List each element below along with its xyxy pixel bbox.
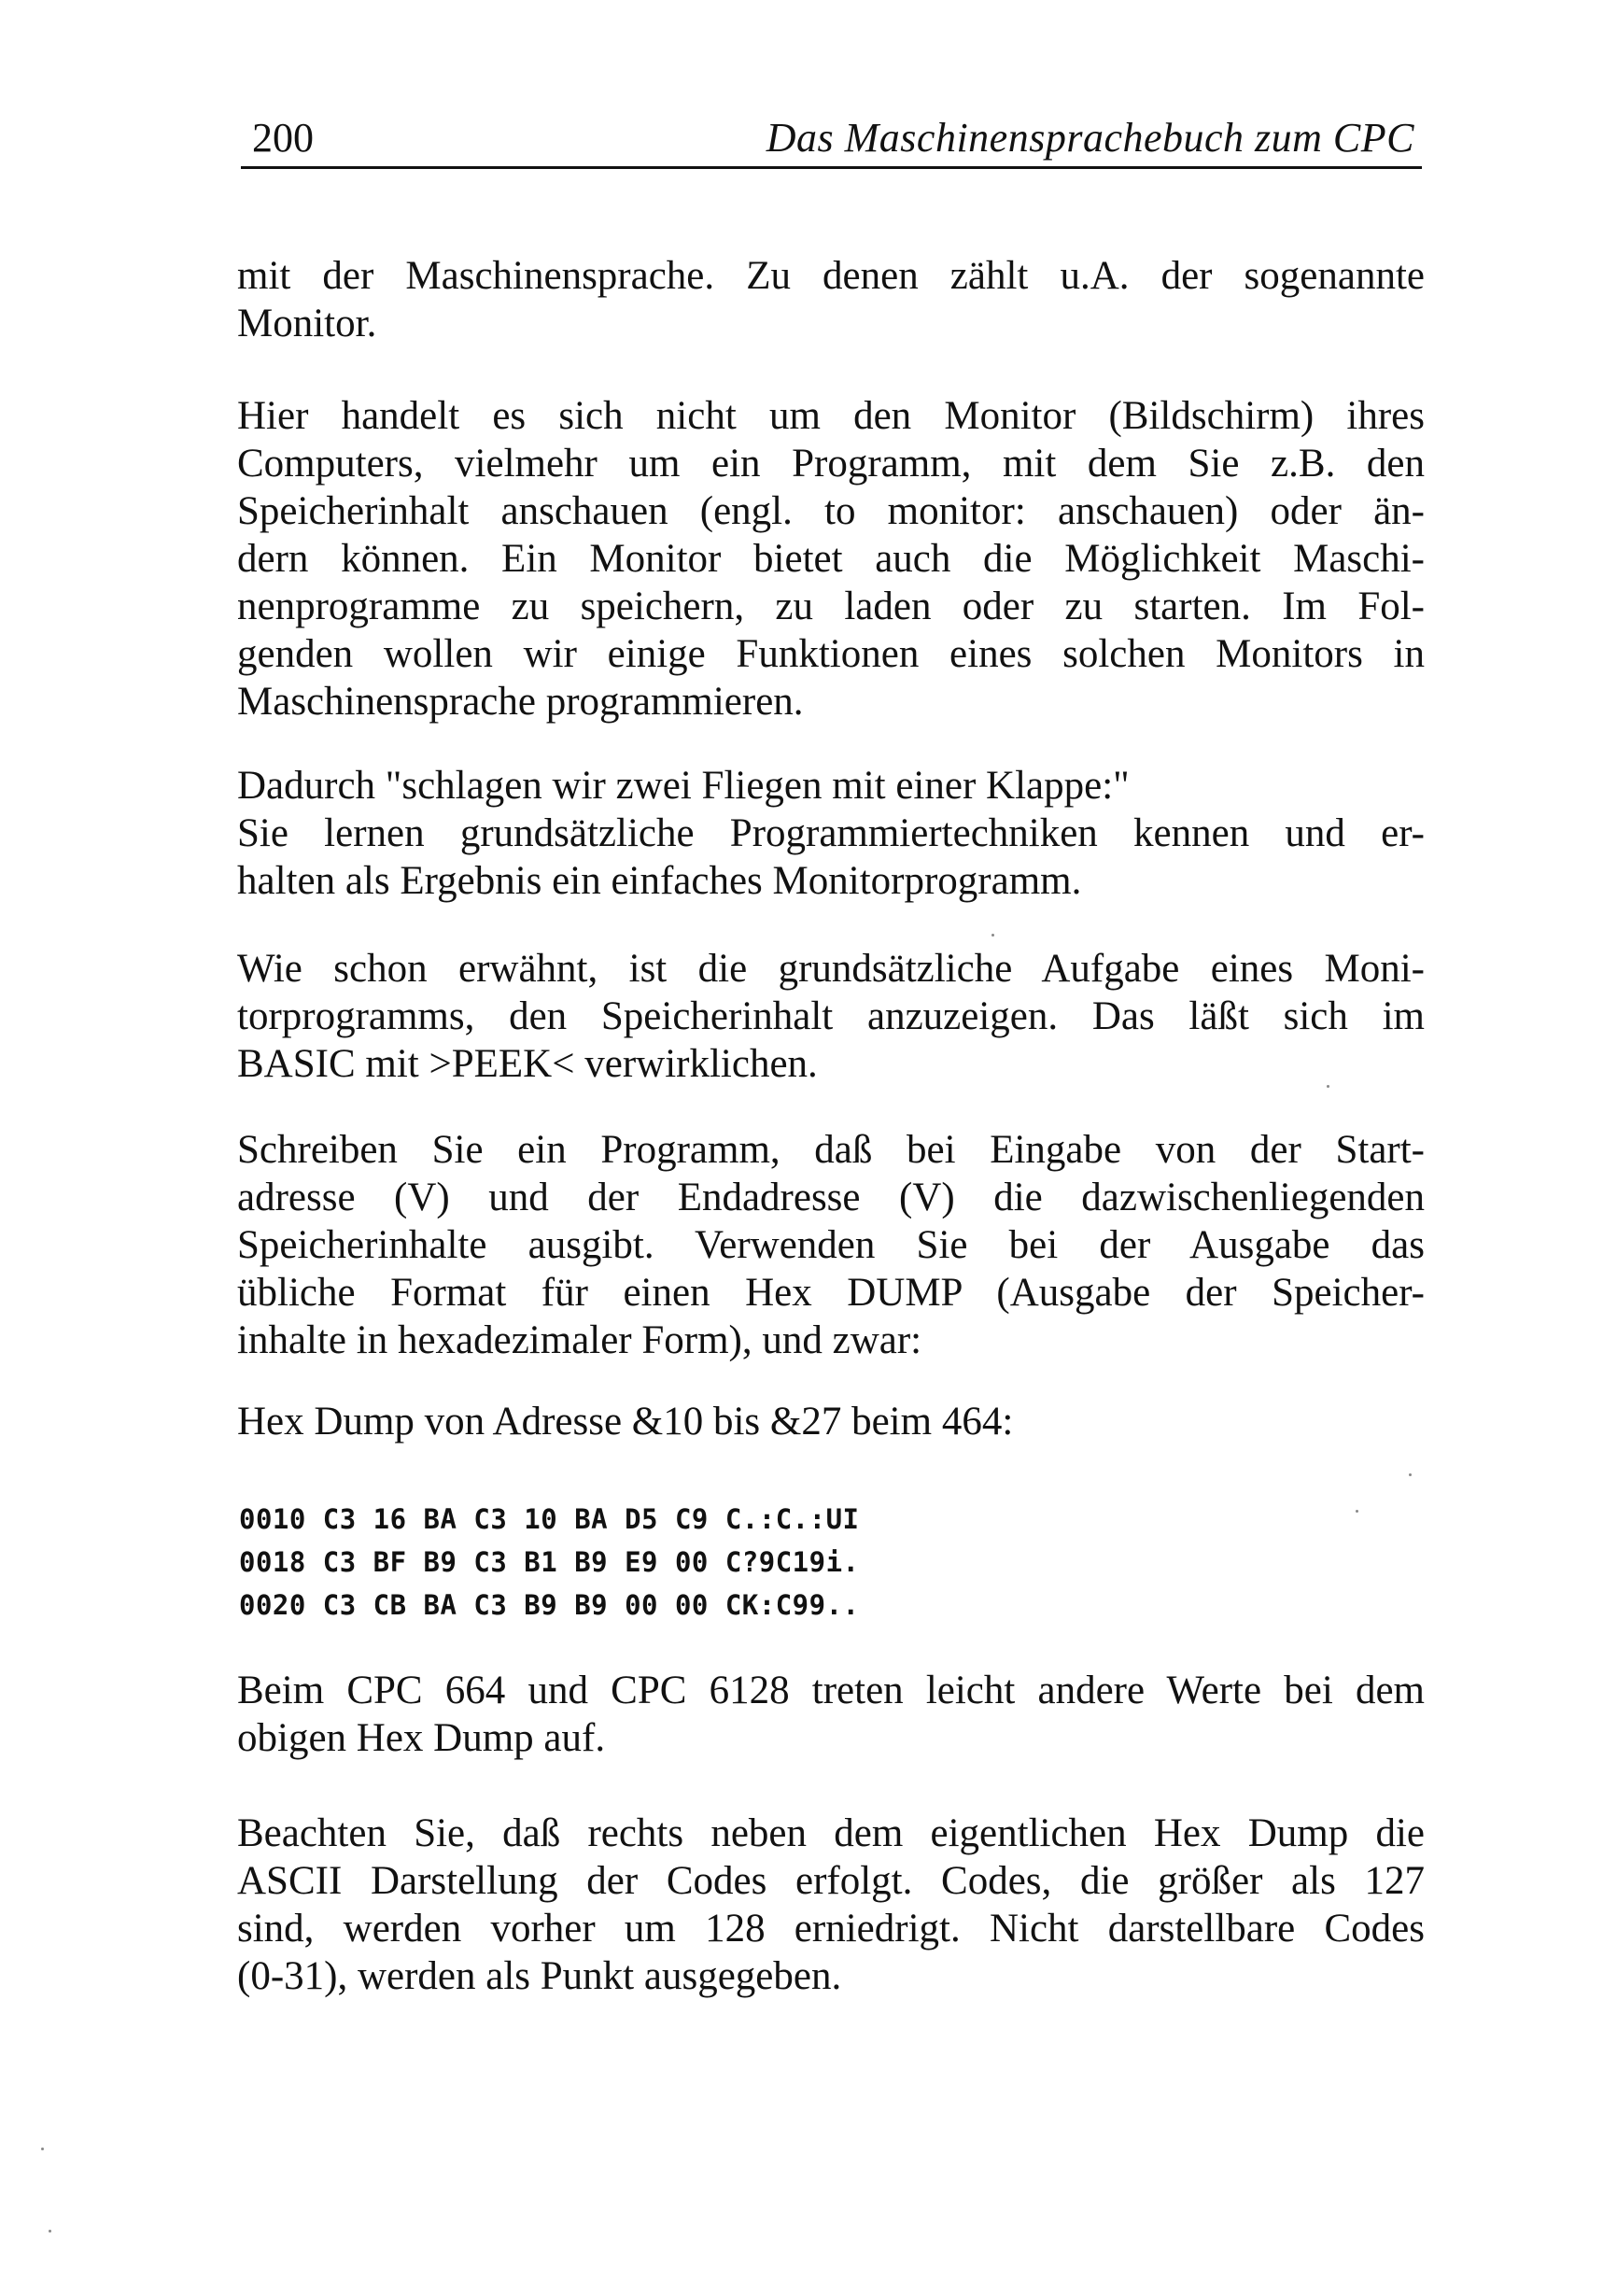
hex-dump-row: 0018 C3 BF B9 C3 B1 B9 E9 00 C?9C19i. <box>239 1546 860 1578</box>
paragraph-7 <box>237 1667 1425 1762</box>
scan-speck <box>1327 1085 1329 1088</box>
paragraph-3 <box>237 762 1425 905</box>
text-line: Speicherinhalte ausgibt. Verwenden Sie bei der Ausgabe das <box>237 1223 1425 1267</box>
paragraph-5 <box>237 1126 1425 1364</box>
text-line: Sie lernen grundsätzliche Programmiertechniken kennen und er- <box>237 811 1425 855</box>
page-number: 200 <box>252 115 314 161</box>
text-line: sind, werden vorher um 128 erniedrigt. Nicht darstellbare Codes <box>237 1907 1425 1951</box>
paragraph-1 <box>237 252 1425 347</box>
scan-speck <box>991 934 994 937</box>
text-line: torprogramms, den Speicherinhalt anzuzeigen. Das läßt sich im <box>237 994 1425 1038</box>
text-line: Schreiben Sie ein Programm, daß bei Eingabe von der Start- <box>237 1128 1425 1172</box>
text-line: Monitor. <box>237 302 377 345</box>
text-line: (0-31), werden als Punkt ausgegeben. <box>237 1954 842 1998</box>
text-line: übliche Format für einen Hex DUMP (Ausgabe der Speicher- <box>237 1271 1425 1315</box>
scan-speck <box>1409 1473 1412 1476</box>
page-header <box>241 114 1422 169</box>
text-line: ASCII Darstellung der Codes erfolgt. Codes, die größer als 127 <box>237 1859 1425 1903</box>
paragraph-4 <box>237 945 1425 1088</box>
text-line: halten als Ergebnis ein einfaches Monitorprogramm. <box>237 859 1082 903</box>
text-line: obigen Hex Dump auf. <box>237 1716 606 1760</box>
text-line: Hier handelt es sich nicht um den Monitor (Bildschirm) ihres <box>237 394 1425 438</box>
text-line: adresse (V) und der Endadresse (V) die dazwischenliegenden <box>237 1176 1425 1219</box>
text-line: nenprogramme zu speichern, zu laden oder zu starten. Im Fol- <box>237 585 1425 628</box>
hex-dump-row: 0010 C3 16 BA C3 10 BA D5 C9 C.:C.:UI <box>239 1503 860 1535</box>
hex-dump-row: 0020 C3 CB BA C3 B9 B9 00 00 CK:C99.. <box>239 1589 860 1621</box>
text-line: Speicherinhalt anschauen (engl. to monitor: anschauen) oder än- <box>237 489 1425 533</box>
text-line: Beim CPC 664 und CPC 6128 treten leicht andere Werte bei dem <box>237 1669 1425 1712</box>
text-line: mit der Maschinensprache. Zu denen zählt u.A. der sogenannte <box>237 254 1425 298</box>
paragraph-8 <box>237 1810 1425 2000</box>
text-line: Hex Dump von Adresse &10 bis &27 beim 464: <box>237 1400 1014 1444</box>
text-line: inhalte in hexadezimaler Form), und zwar: <box>237 1318 922 1362</box>
text-line: Beachten Sie, daß rechts neben dem eigentlichen Hex Dump die <box>237 1811 1425 1855</box>
scan-speck <box>1356 1510 1358 1513</box>
running-title: Das Maschinensprachebuch zum CPC <box>766 115 1414 161</box>
text-line: dern können. Ein Monitor bietet auch die Möglichkeit Maschi- <box>237 537 1425 581</box>
scan-speck <box>49 2230 51 2233</box>
paragraph-6 <box>237 1398 1425 1445</box>
text-line: genden wollen wir einige Funktionen eines solchen Monitors in <box>237 632 1425 676</box>
text-line: Wie schon erwähnt, ist die grundsätzliche Aufgabe eines Moni- <box>237 947 1425 991</box>
text-line: Computers, vielmehr um ein Programm, mit dem Sie z.B. den <box>237 442 1425 486</box>
scan-speck <box>41 2148 44 2150</box>
hex-dump-listing <box>239 1498 860 1627</box>
paragraph-2 <box>237 392 1425 725</box>
text-line: Dadurch "schlagen wir zwei Fliegen mit einer Klappe:" <box>237 764 1130 808</box>
text-line: BASIC mit >PEEK< verwirklichen. <box>237 1042 818 1086</box>
text-line: Maschinensprache programmieren. <box>237 680 804 724</box>
